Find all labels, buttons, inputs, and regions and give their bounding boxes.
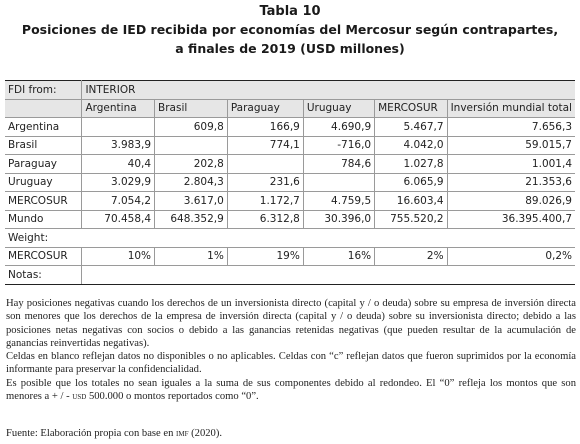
source-line — [6, 428, 222, 439]
table-subtitle: a finales de 2019 (USD millones) — [175, 41, 405, 56]
note-paragraph — [6, 377, 576, 404]
weight-label: Weight: — [5, 229, 575, 248]
table-cell: 6.312,8 — [227, 210, 303, 229]
column-header: Inversión mundial total — [447, 99, 575, 118]
table-cell — [155, 136, 228, 155]
table-cell: 30.396,0 — [303, 210, 374, 229]
source-suffix: (2020). — [188, 428, 223, 439]
fdi-table — [5, 80, 575, 285]
notes-label-row — [5, 266, 575, 285]
table-number: Tabla 10 — [259, 4, 321, 19]
table-row — [5, 155, 575, 174]
table-cell: 231,6 — [227, 173, 303, 192]
row-label: Mundo — [5, 210, 82, 229]
table-cell: 10% — [82, 247, 155, 266]
table-cell: -716,0 — [303, 136, 374, 155]
table-cell — [303, 173, 374, 192]
table-cell — [227, 155, 303, 174]
table-cell: 1.001,4 — [447, 155, 575, 174]
interior-group-label: INTERIOR — [82, 81, 575, 100]
table-row — [5, 173, 575, 192]
weight-label-row — [5, 229, 575, 248]
row-label: MERCOSUR — [5, 247, 82, 266]
table-cell: 755.520,2 — [375, 210, 447, 229]
table-cell: 7.656,3 — [447, 118, 575, 137]
table-cell: 3.029,9 — [82, 173, 155, 192]
table-cell: 202,8 — [155, 155, 228, 174]
table-title-block — [0, 4, 580, 58]
table-cell: 609,8 — [155, 118, 228, 137]
table-cell: 89.026,9 — [447, 192, 575, 211]
table-cell: 1% — [155, 247, 228, 266]
header-row-group — [5, 81, 575, 100]
column-header: Argentina — [82, 99, 155, 118]
column-header: Brasil — [155, 99, 228, 118]
table-cell: 4.690,9 — [303, 118, 374, 137]
table-cell: 16.603,4 — [375, 192, 447, 211]
table-cell: 1.027,8 — [375, 155, 447, 174]
table-row — [5, 136, 575, 155]
table-cell: 4.042,0 — [375, 136, 447, 155]
header-row-columns — [5, 99, 575, 118]
source-prefix: Fuente: Elaboración propia con base en — [6, 428, 177, 439]
note-paragraph: Celdas en blanco reflejan datos no disponibles o no aplicables. Celdas con “c” reflejan datos que fueron suprimidos por la economía informante para preservar la confidencialidad. — [6, 351, 576, 376]
table-cell: 4.759,5 — [303, 192, 374, 211]
column-header: MERCOSUR — [375, 99, 447, 118]
row-label: Argentina — [5, 118, 82, 137]
table-cell: 3.983,9 — [82, 136, 155, 155]
table-cell: 6.065,9 — [375, 173, 447, 192]
table-cell: 2.804,3 — [155, 173, 228, 192]
weight-row — [5, 247, 575, 266]
table-cell: 774,1 — [227, 136, 303, 155]
table-cell: 70.458,4 — [82, 210, 155, 229]
table-cell: 19% — [227, 247, 303, 266]
notes-label: Notas: — [5, 266, 82, 285]
table-cell: 5.467,7 — [375, 118, 447, 137]
table-title: Posiciones de IED recibida por economías del Mercosur según contrapartes, — [21, 22, 559, 37]
header-empty-cell — [5, 99, 82, 118]
imf-abbrev: imf — [176, 428, 189, 439]
table-cell: 36.395.400,7 — [447, 210, 575, 229]
notes-empty-cell — [82, 266, 575, 285]
column-header: Uruguay — [303, 99, 374, 118]
table-cell: 1.172,7 — [227, 192, 303, 211]
table-cell: 7.054,2 — [82, 192, 155, 211]
table-cell: 3.617,0 — [155, 192, 228, 211]
usd-abbrev: usd — [72, 391, 87, 403]
table-row — [5, 210, 575, 229]
table-cell: 40,4 — [82, 155, 155, 174]
table-row — [5, 118, 575, 137]
table-notes — [6, 297, 576, 403]
row-label: Paraguay — [5, 155, 82, 174]
row-label: Brasil — [5, 136, 82, 155]
table-cell: 21.353,6 — [447, 173, 575, 192]
table-cell: 648.352,9 — [155, 210, 228, 229]
table-cell: 59.015,7 — [447, 136, 575, 155]
table-cell: 784,6 — [303, 155, 374, 174]
table-cell: 2% — [375, 247, 447, 266]
table-row — [5, 192, 575, 211]
table-cell: 166,9 — [227, 118, 303, 137]
note-paragraph: Hay posiciones negativas cuando los derechos de un inversionista directo (capital y / o deuda) sobre su empresa de inversión directa son menores que los derechos de la empresa de inversión directa (capital y / o deuda) sobre su inversionista directo; debido a las posiciones netas negativas con socios o debido a las ganancias retenidas negativas (que pueden resultar de la acumulación de ganancias reinvertidas negativas). — [6, 298, 576, 349]
column-header: Paraguay — [227, 99, 303, 118]
table-cell: 16% — [303, 247, 374, 266]
row-label: MERCOSUR — [5, 192, 82, 211]
note-text: 500.000 o montos reportados como “0”. — [86, 391, 259, 403]
table-cell: 0,2% — [447, 247, 575, 266]
fdi-from-label: FDI from: — [5, 81, 82, 100]
table-cell — [82, 118, 155, 137]
row-label: Uruguay — [5, 173, 82, 192]
note-text: Es posible que los totales no sean iguales a la suma de sus componentes debido al redondeo. El “0” refleja los montos que son menores a + / - — [6, 377, 576, 403]
